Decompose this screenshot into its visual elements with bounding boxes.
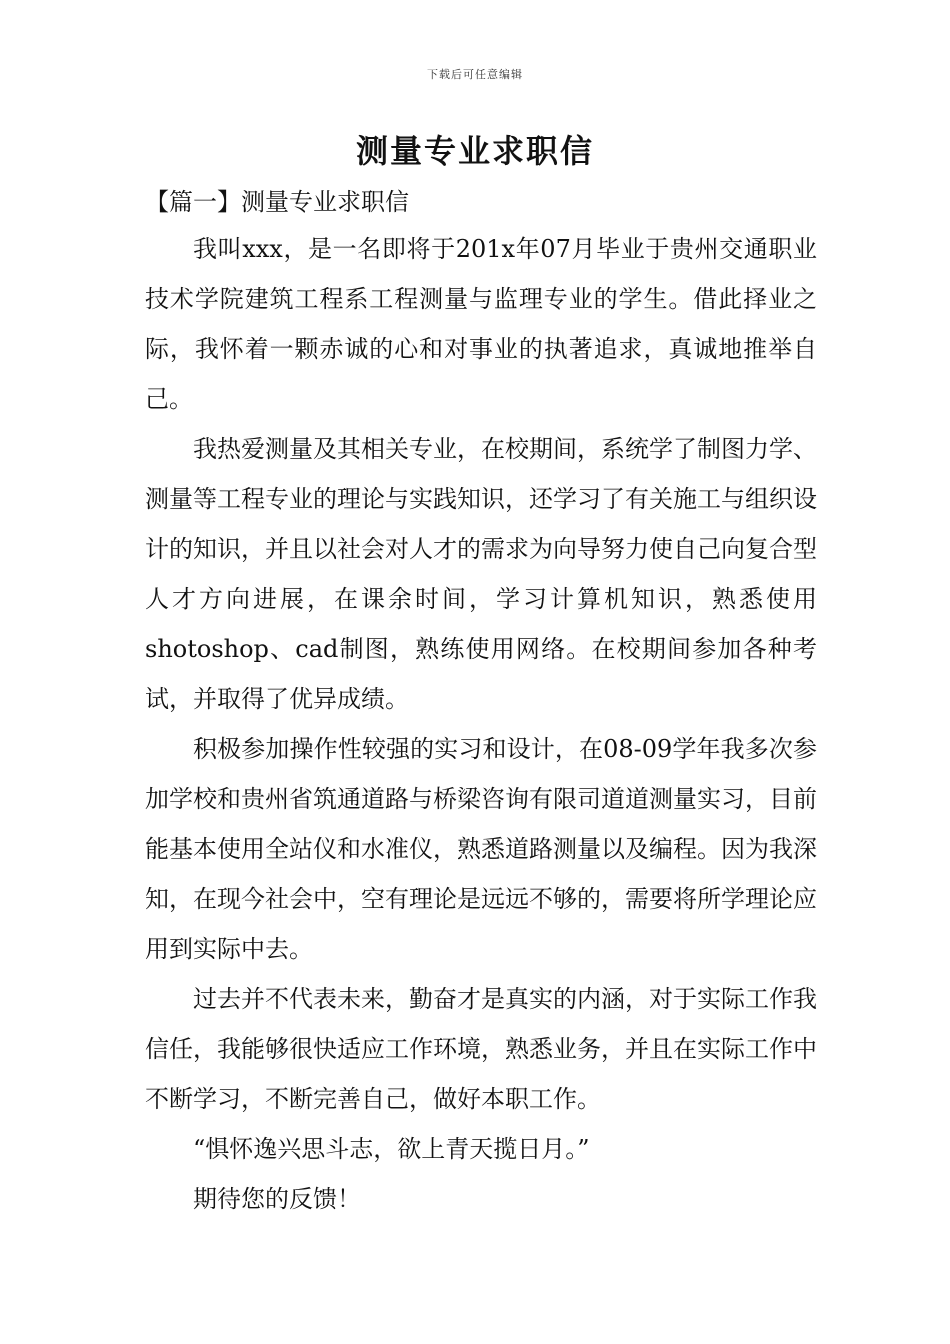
paragraph-skills: 我热爱测量及其相关专业，在校期间，系统学了制图力学、测量等工程专业的理论与实践知识，还学习了有关施工与组织设计的知识，并且以社会对人才的需求为向导努力使自己向复合型人才方向进展，在课余时间，学习计算机知识，熟悉使用shotoshop、cad制图，熟练使用网络。在校期间参加各种考试，并取得了优异成绩。 <box>145 435 817 713</box>
paragraph-internship: 积极参加操作性较强的实习和设计，在08-09学年我多次参加学校和贵州省筑通道路与桥梁咨询有限司道道测量实习，目前能基本使用全站仪和水准仪，熟悉道路测量以及编程。因为我深知，在现今社会中，空有理论是远远不够的，需要将所学理论应用到实际中去。 <box>145 735 817 963</box>
document-title: 测量专业求职信 <box>355 132 594 170</box>
paragraph-introduction: 我叫xxx，是一名即将于201x年07月毕业于贵州交通职业技术学院建筑工程系工程测量与监理专业的学生。借此择业之际，我怀着一颗赤诚的心和对事业的执著追求，真诚地推举自己。 <box>145 235 817 413</box>
header-note: 下载后可任意编辑 <box>427 68 523 81</box>
section-heading: 【篇一】测量专业求职信 <box>145 188 409 216</box>
quote-line: “惧怀逸兴思斗志，欲上青天揽日月。” <box>193 1135 590 1163</box>
paragraph-commitment: 过去并不代表未来，勤奋才是真实的内涵，对于实际工作我信任，我能够很快适应工作环境，熟悉业务，并且在实际工作中不断学习，不断完善自己，做好本职工作。 <box>145 985 817 1113</box>
closing-line: 期待您的反馈！ <box>193 1185 361 1213</box>
letter-body <box>145 224 817 1224</box>
